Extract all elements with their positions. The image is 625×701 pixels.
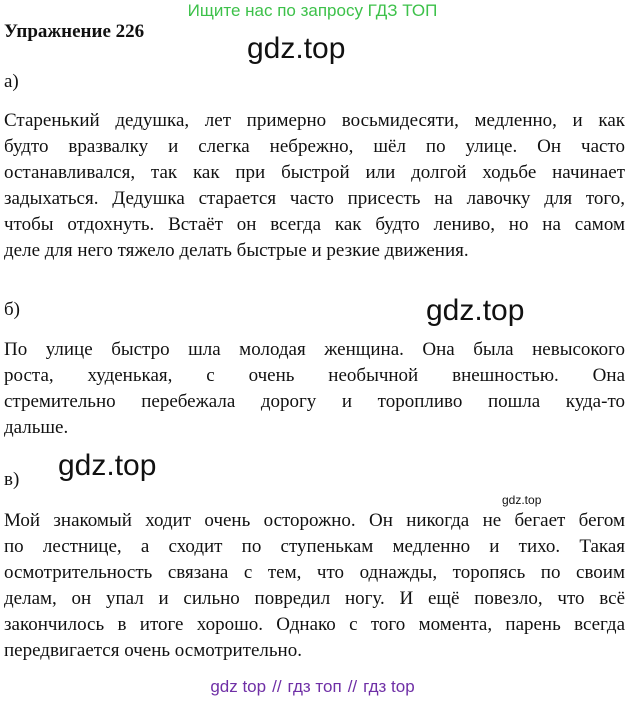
paragraph-line: Старенький дедушка, лет примерно восьмидесяти, медленно, и как (4, 110, 625, 131)
paragraph-line: По улице быстро шла молодая женщина. Она была невысокого (4, 339, 625, 360)
exercise-title: Упражнение 226 (4, 21, 145, 42)
section-label-b: б) (4, 299, 20, 320)
search-banner: Ищите нас по запросу ГДЗ ТОП (187, 1, 438, 20)
paragraph-line: останавливался, так как при быстрой или долгой ходьбе начинает (4, 162, 625, 183)
paragraph-line: роста, худенькая, с очень необычной внешностью. Она (4, 365, 625, 386)
paragraph-line: передвигается очень осмотрительно. (4, 640, 302, 661)
paragraph-line: задыхаться. Дедушка старается часто присесть на лавочку для того, (4, 188, 625, 209)
footer-link-gdz-top-mixed[interactable]: гдз top (363, 677, 415, 696)
watermark: gdz.top (247, 32, 346, 65)
paragraph-b (4, 337, 625, 441)
paragraph-line: осмотрительность связана с тем, что однажды, торопясь по своим (4, 562, 625, 583)
paragraph-line: чтобы отдохнуть. Встаёт он всегда как будто лениво, но на самом (4, 214, 625, 235)
footer-link-gdz-top[interactable]: gdz top (210, 677, 267, 696)
section-label-a: а) (4, 71, 19, 92)
watermark: gdz.top (58, 449, 157, 482)
footer-links (0, 676, 625, 698)
paragraph-line: деле для него тяжело делать быстрые и резкие движения. (4, 240, 469, 261)
paragraph-line: делам, он упал и сильно повредил ногу. И ещё повезло, что всё (4, 588, 625, 609)
paragraph-line: Мой знакомый ходит очень осторожно. Он никогда не бегает бегом (4, 510, 625, 531)
watermark: gdz.top (426, 294, 525, 327)
watermark-small: gdz.top (502, 493, 542, 507)
paragraph-a (4, 108, 625, 264)
section-label-c: в) (4, 469, 20, 490)
paragraph-line: стремительно перебежала дорогу и торопливо пошла куда-то (4, 391, 625, 412)
footer-link-gdz-top-ru[interactable]: гдз топ (287, 677, 342, 696)
paragraph-c (4, 508, 625, 664)
footer-separator: // (272, 677, 282, 696)
paragraph-line: по лестнице, а сходит по ступенькам медленно и тихо. Такая (4, 536, 625, 557)
paragraph-line: закончилось в итоге хорошо. Однако с того момента, парень всегда (4, 614, 625, 635)
paragraph-line: дальше. (4, 417, 69, 438)
footer-separator: // (347, 677, 358, 696)
paragraph-line: будто вразвалку и слегка небрежно, шёл по улице. Он часто (4, 136, 625, 157)
